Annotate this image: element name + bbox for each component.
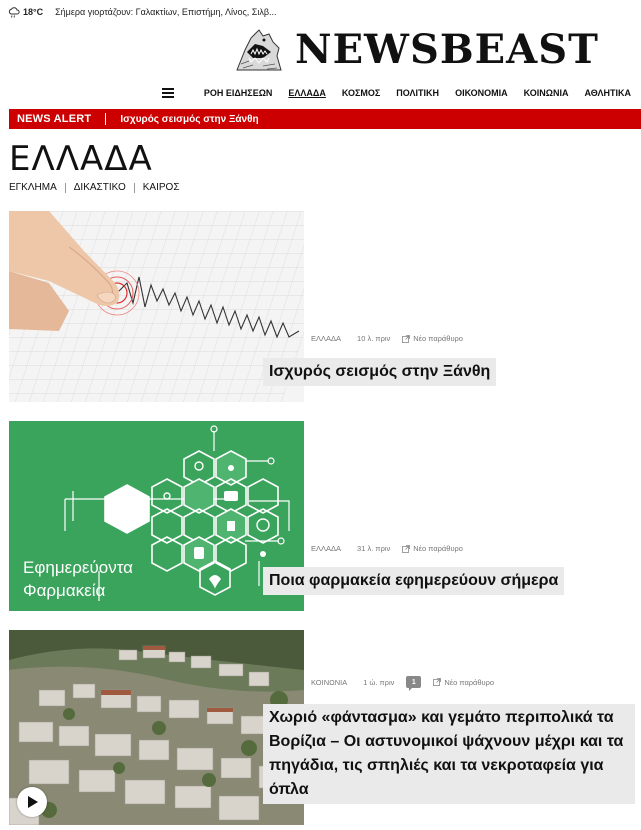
open-new-window-link[interactable] bbox=[433, 678, 494, 687]
external-link-icon bbox=[433, 678, 441, 686]
article-time: 31 λ. πριν bbox=[357, 544, 391, 553]
temperature: 18°C bbox=[23, 7, 44, 17]
external-link-icon bbox=[402, 545, 410, 553]
seismograph-image bbox=[9, 211, 304, 402]
article-headline[interactable] bbox=[263, 567, 564, 595]
article-headline[interactable] bbox=[263, 704, 635, 804]
subnav-divider bbox=[65, 183, 66, 193]
article-card bbox=[9, 630, 641, 825]
article-category[interactable]: ΕΛΛΑΔΑ bbox=[311, 334, 342, 343]
open-new-window-link[interactable] bbox=[402, 334, 463, 343]
nav-item-koinonia[interactable]: ΚΟΙΝΩΝΙΑ bbox=[523, 88, 569, 98]
article-card bbox=[9, 211, 641, 402]
external-link-icon bbox=[402, 335, 410, 343]
nameday-text: Σήμερα γιορτάζουν: Γαλακτίων, Επιστήμη, Λίνος, Σιλβ... bbox=[55, 7, 277, 17]
pharmacy-image-text-line1: Εφημερεύοντα bbox=[23, 558, 133, 577]
article-headline-text[interactable]: Ποια φαρμακεία εφημερεύουν σήμερα bbox=[269, 572, 559, 589]
subnav-item-dikastiko[interactable]: ΔΙΚΑΣΤΙΚΟ bbox=[73, 182, 126, 193]
top-bar bbox=[8, 4, 277, 20]
article-time: 1 ώ. πριν bbox=[363, 677, 395, 687]
play-icon bbox=[25, 795, 39, 809]
article-meta bbox=[311, 544, 463, 553]
article-headline-text[interactable]: Ισχυρός σεισμός στην Ξάνθη bbox=[269, 363, 491, 380]
main-nav bbox=[162, 84, 631, 102]
logo-wordmark: NEWSBEAST bbox=[295, 26, 599, 73]
article-card bbox=[9, 421, 641, 611]
news-alert-bar bbox=[9, 109, 641, 129]
news-alert-link[interactable]: Ισχυρός σεισμός στην Ξάνθη bbox=[120, 113, 259, 125]
cloud-rain-icon bbox=[8, 7, 20, 18]
article-headline-text[interactable]: Χωριό «φάντασμα» και γεμάτο περιπολικά τα Βορίζια – Οι αστυνομικοί ψάχνουν μέχρι και τα πηγάδια, τις σπηλιές και τα νεκροταφεία για όπλα bbox=[269, 709, 624, 798]
article-meta bbox=[311, 334, 463, 343]
section-title: ΕΛΛΑΔΑ bbox=[9, 139, 153, 179]
article-category[interactable]: ΕΛΛΑΔΑ bbox=[311, 544, 342, 553]
article-time: 10 λ. πριν bbox=[357, 334, 391, 343]
article-meta bbox=[311, 676, 494, 688]
pharmacy-image-text-line2: Φαρμακεία bbox=[23, 581, 106, 600]
open-new-window-label: Νέο παράθυρο bbox=[413, 544, 463, 553]
open-new-window-label: Νέο παράθυρο bbox=[444, 677, 495, 687]
article-headline[interactable] bbox=[263, 358, 496, 386]
nav-item-roi-eidiseon[interactable]: ΡΟΗ ΕΙΔΗΣΕΩΝ bbox=[203, 88, 273, 98]
nav-item-politiki[interactable]: ΠΟΛΙΤΙΚΗ bbox=[396, 88, 440, 98]
section-subnav bbox=[9, 182, 180, 193]
article-thumbnail-seismograph[interactable] bbox=[9, 211, 304, 402]
shark-logo-icon bbox=[233, 28, 283, 72]
article-thumbnail-village[interactable] bbox=[9, 630, 304, 825]
open-new-window-label: Νέο παράθυρο bbox=[413, 334, 463, 343]
nav-item-kosmos[interactable]: ΚΟΣΜΟΣ bbox=[341, 88, 381, 98]
article-thumbnail-pharmacy[interactable] bbox=[9, 421, 304, 611]
weather-widget[interactable] bbox=[8, 7, 43, 18]
nav-item-athlitika[interactable]: ΑΘΛΗΤΙΚΑ bbox=[584, 88, 631, 98]
village-aerial-image bbox=[9, 630, 304, 825]
subnav-item-kairos[interactable]: ΚΑΙΡΟΣ bbox=[142, 182, 180, 193]
hamburger-menu-icon[interactable] bbox=[162, 88, 174, 98]
subnav-divider bbox=[134, 183, 135, 193]
open-new-window-link[interactable] bbox=[402, 544, 463, 553]
news-alert-label: NEWS ALERT bbox=[17, 113, 92, 125]
nav-item-oikonomia[interactable]: ΟΙΚΟΝΟΜΙΑ bbox=[455, 88, 508, 98]
video-play-button[interactable] bbox=[17, 787, 47, 817]
article-category[interactable]: ΚΟΙΝΩΝΙΑ bbox=[311, 677, 348, 687]
subnav-item-egklima[interactable]: ΕΓΚΛΗΜΑ bbox=[9, 182, 57, 193]
news-alert-divider bbox=[105, 113, 106, 125]
nav-item-ellada[interactable]: ΕΛΛΑΔΑ bbox=[288, 88, 326, 98]
pharmacy-hexagons-image bbox=[9, 421, 304, 611]
site-logo[interactable] bbox=[233, 28, 599, 72]
comment-count-badge[interactable]: 1 bbox=[406, 676, 421, 688]
